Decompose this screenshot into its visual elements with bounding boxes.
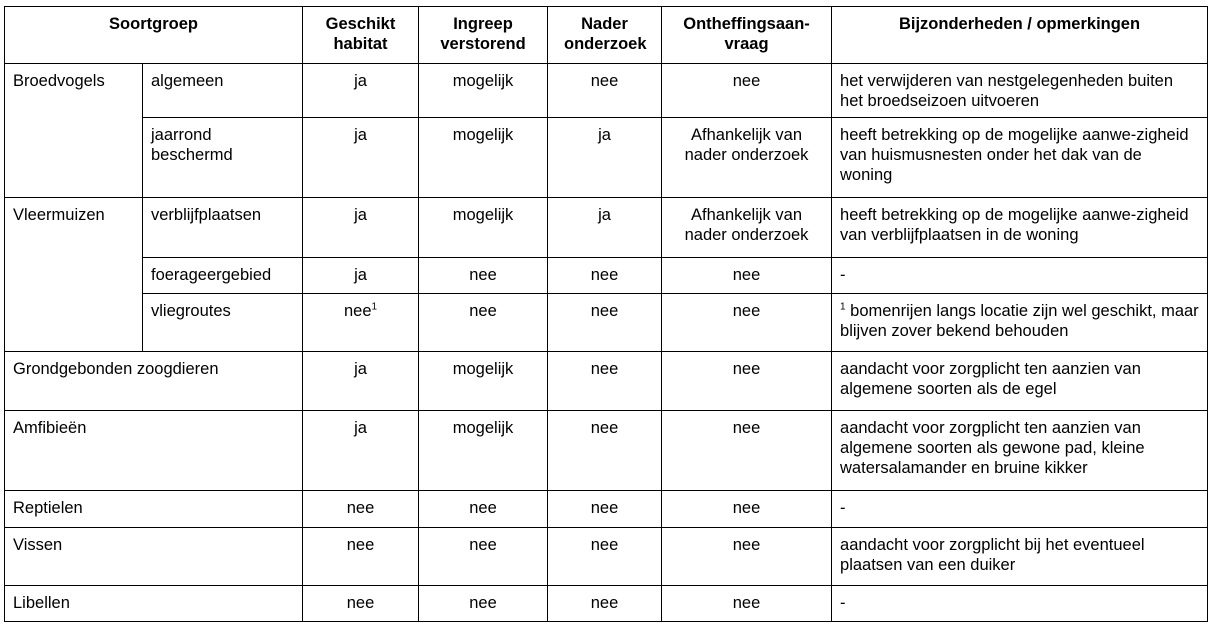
ingreep-cell: mogelijk [419, 198, 548, 258]
note-cell: aandacht voor zorgplicht bij het eventueel plaatsen van een duiker [832, 528, 1208, 586]
header-ontheffing: Ontheffingsaan-vraag [662, 7, 832, 64]
footnote-marker: 1 [371, 301, 378, 313]
ingreep-cell: nee [419, 258, 548, 294]
habitat-cell [303, 294, 419, 352]
ingreep-cell: mogelijk [419, 352, 548, 411]
note-cell: - [832, 258, 1208, 294]
ingreep-cell: mogelijk [419, 64, 548, 118]
note-cell: heeft betrekking op de mogelijke aanwe-zigheid van huismusnesten onder het dak van de woning [832, 118, 1208, 198]
habitat-cell: ja [303, 64, 419, 118]
ontheffing-cell: Afhankelijk van nader onderzoek [662, 198, 832, 258]
ingreep-cell: nee [419, 528, 548, 586]
note-cell: aandacht voor zorgplicht ten aanzien van algemene soorten als de egel [832, 352, 1208, 411]
sub-cell: jaarrond beschermd [143, 118, 303, 198]
header-habitat: Geschikt habitat [303, 7, 419, 64]
nader-cell: nee [548, 586, 662, 622]
sub-cell: algemeen [143, 64, 303, 118]
footnote-marker: 1 [840, 301, 846, 313]
group-cell: Broedvogels [5, 64, 143, 198]
ontheffing-cell: nee [662, 64, 832, 118]
note-cell: heeft betrekking op de mogelijke aanwe-zigheid van verblijfplaatsen in de woning [832, 198, 1208, 258]
table-row [5, 64, 1208, 118]
ingreep-cell: mogelijk [419, 118, 548, 198]
ontheffing-cell: nee [662, 294, 832, 352]
group-cell: Vleermuizen [5, 198, 143, 352]
table-row [5, 491, 1208, 528]
group-cell: Amfibieën [5, 411, 303, 491]
header-bijzonderheden: Bijzonderheden / opmerkingen [832, 7, 1208, 64]
note-cell: - [832, 491, 1208, 528]
species-table [4, 6, 1208, 622]
table-row [5, 411, 1208, 491]
ontheffing-cell: nee [662, 586, 832, 622]
group-cell: Libellen [5, 586, 303, 622]
ingreep-cell: nee [419, 491, 548, 528]
ontheffing-cell: nee [662, 411, 832, 491]
habitat-cell: nee [303, 491, 419, 528]
table-row [5, 528, 1208, 586]
note-cell: - [832, 586, 1208, 622]
note-cell: het verwijderen van nestgelegenheden buiten het broedseizoen uitvoeren [832, 64, 1208, 118]
habitat-cell: ja [303, 352, 419, 411]
group-cell: Vissen [5, 528, 303, 586]
nader-cell: nee [548, 528, 662, 586]
habitat-cell: ja [303, 258, 419, 294]
nader-cell: nee [548, 411, 662, 491]
table-row [5, 258, 1208, 294]
habitat-cell: ja [303, 198, 419, 258]
ingreep-cell: nee [419, 586, 548, 622]
sub-cell: foerageergebied [143, 258, 303, 294]
header-nader: Nader onderzoek [548, 7, 662, 64]
table-row [5, 118, 1208, 198]
habitat-cell: nee [303, 528, 419, 586]
ontheffing-cell: nee [662, 258, 832, 294]
header-soortgroep: Soortgroep [5, 7, 303, 64]
nader-cell: ja [548, 118, 662, 198]
note-text: bomenrijen langs locatie zijn wel geschikt, maar blijven zover bekend behouden [840, 302, 1199, 340]
habitat-value: nee [343, 302, 372, 320]
sub-cell: vliegroutes [143, 294, 303, 352]
note-cell: aandacht voor zorgplicht ten aanzien van algemene soorten als gewone pad, kleine watersalamander en bruine kikker [832, 411, 1208, 491]
nader-cell: nee [548, 258, 662, 294]
note-cell [832, 294, 1208, 352]
nader-cell: nee [548, 294, 662, 352]
header-row [5, 7, 1208, 64]
habitat-cell: ja [303, 118, 419, 198]
nader-cell: nee [548, 352, 662, 411]
ontheffing-cell: nee [662, 352, 832, 411]
nader-cell: nee [548, 491, 662, 528]
ontheffing-cell: nee [662, 528, 832, 586]
ontheffing-cell: Afhankelijk van nader onderzoek [662, 118, 832, 198]
sub-cell: verblijfplaatsen [143, 198, 303, 258]
habitat-cell: nee [303, 586, 419, 622]
table-row [5, 294, 1208, 352]
table-row [5, 352, 1208, 411]
ingreep-cell: nee [419, 294, 548, 352]
header-ingreep: Ingreep verstorend [419, 7, 548, 64]
group-cell: Reptielen [5, 491, 303, 528]
ingreep-cell: mogelijk [419, 411, 548, 491]
table-row [5, 586, 1208, 622]
nader-cell: ja [548, 198, 662, 258]
ontheffing-cell: nee [662, 491, 832, 528]
group-cell: Grondgebonden zoogdieren [5, 352, 303, 411]
table-row [5, 198, 1208, 258]
habitat-cell: ja [303, 411, 419, 491]
nader-cell: nee [548, 64, 662, 118]
